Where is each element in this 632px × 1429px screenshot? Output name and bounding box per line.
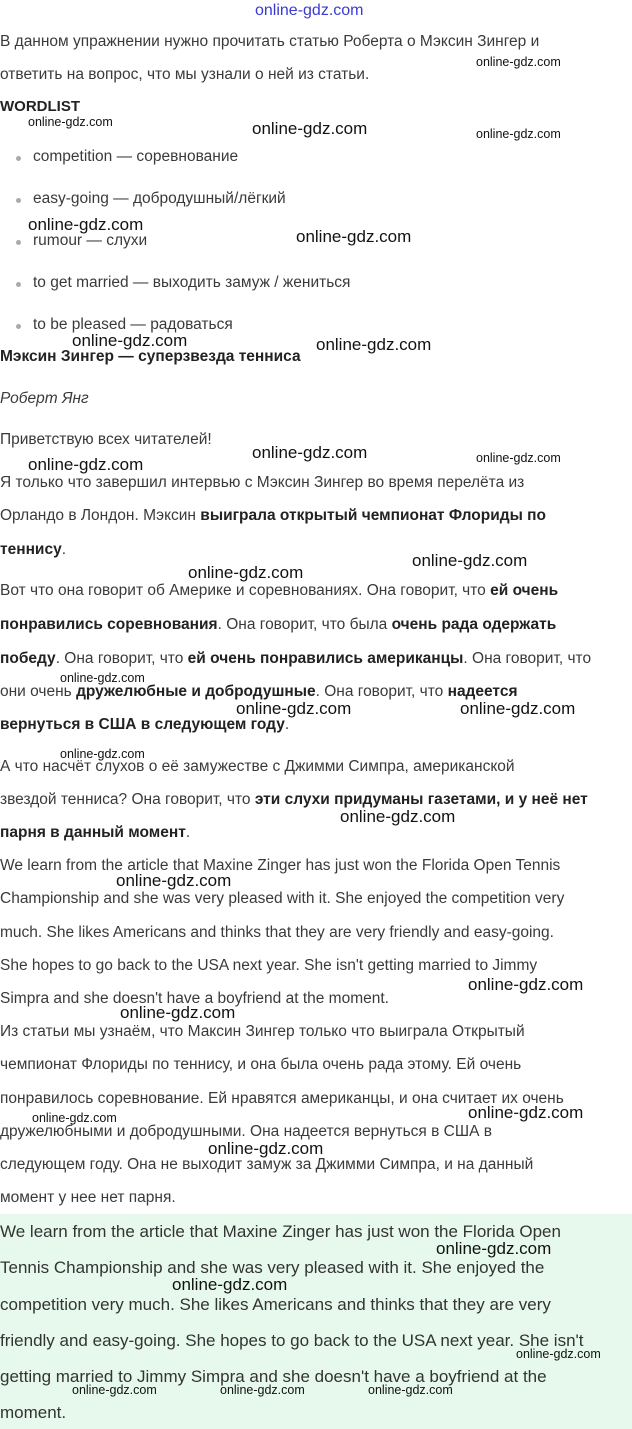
paragraph-line: парня в данный момент. [0, 824, 191, 841]
paragraph-line: момент у нее нет парня. [0, 1189, 176, 1206]
paragraph-line: much. She likes Americans and thinks that they are very friendly and easy-going. [0, 924, 554, 941]
paragraph-line: Из статьи мы узнаём, что Максин Зингер только что выиграла Открытый [0, 1023, 525, 1040]
wordlist-title: WORDLIST [0, 98, 80, 115]
paragraph-line: Simpra and she doesn't have a boyfriend at the moment. [0, 990, 389, 1007]
answer-box-line: competition very much. She likes Americans and thinks that they are very [0, 1295, 551, 1314]
watermark: online-gdz.com [28, 215, 144, 234]
watermark: online-gdz.com [460, 699, 576, 718]
watermark: online-gdz.com [476, 127, 561, 141]
paragraph-line: они очень дружелюбные и добродушные. Она говорит, что надеется [0, 683, 518, 700]
watermark: online-gdz.com [60, 747, 145, 761]
watermark: online-gdz.com [208, 1139, 324, 1158]
watermark: online-gdz.com [28, 455, 144, 474]
paragraph-line: понравились соревнования. Она говорит, что была очень рада одержать [0, 616, 557, 633]
watermark: online-gdz.com [340, 807, 456, 826]
list-item: to get married — выходить замуж / жениться [33, 274, 351, 291]
paragraph-line: следующем году. Она не выходит замуж за Джимми Симпра, и на данный [0, 1156, 534, 1173]
list-bullet [16, 198, 21, 203]
paragraph-line: звездой тенниса? Она говорит, что эти слухи придуманы газетами, и у неё нет [0, 791, 588, 808]
answer-box-line: We learn from the article that Maxine Zinger has just won the Florida Open [0, 1222, 561, 1241]
article-greeting: Приветствую всех читателей! [0, 431, 212, 448]
watermark: online-gdz.com [436, 1239, 552, 1258]
watermark: online-gdz.com [60, 671, 145, 685]
answer-box-line: friendly and easy-going. She hopes to go back to the USA next year. She isn't [0, 1331, 584, 1350]
intro-line-1: В данном упражнении нужно прочитать статью Роберта о Мэксин Зингер и [0, 33, 540, 50]
watermark: online-gdz.com [116, 871, 232, 890]
watermark: online-gdz.com [368, 1383, 453, 1397]
watermark: online-gdz.com [120, 1003, 236, 1022]
list-item: rumour — слухи [33, 232, 148, 249]
intro-line-2: ответить на вопрос, что мы узнали о ней из статьи. [0, 66, 370, 83]
list-bullet [16, 324, 21, 329]
watermark: online-gdz.com [32, 1111, 117, 1125]
watermark: online-gdz.com [296, 227, 412, 246]
paragraph-line: понравилось соревнование. Ей нравятся американцы, и она считает их очень [0, 1090, 564, 1107]
paragraph-line: чемпионат Флориды по теннису, и она была очень рада этому. Ей очень [0, 1056, 522, 1073]
paragraph-line: дружелюбными и добродушными. Она надеется вернуться в США в [0, 1123, 492, 1140]
top-watermark: online-gdz.com [255, 2, 364, 19]
answer-box-line: Tennis Championship and she was very pleased with it. She enjoyed the [0, 1258, 545, 1277]
list-item: competition — соревнование [33, 148, 239, 165]
watermark: online-gdz.com [72, 331, 188, 350]
watermark: online-gdz.com [516, 1347, 601, 1361]
paragraph-line: She hopes to go back to the USA next year. She isn't getting married to Jimmy [0, 957, 538, 974]
list-item: easy-going — добродушный/лёгкий [33, 190, 286, 207]
paragraph-line: Я только что завершил интервью с Мэксин Зингер во время перелёта из [0, 474, 525, 491]
paragraph-line: теннису. [0, 541, 67, 558]
watermark: online-gdz.com [476, 451, 561, 465]
paragraph-line: Championship and she was very pleased with it. She enjoyed the competition very [0, 890, 565, 907]
watermark: online-gdz.com [72, 1383, 157, 1397]
list-item: to be pleased — радоваться [33, 316, 233, 333]
watermark: online-gdz.com [412, 551, 528, 570]
list-bullet [16, 282, 21, 287]
watermark: online-gdz.com [476, 55, 561, 69]
watermark: online-gdz.com [188, 563, 304, 582]
answer-box-line: moment. [0, 1403, 67, 1422]
watermark: online-gdz.com [468, 1103, 584, 1122]
watermark: online-gdz.com [252, 119, 368, 138]
paragraph-line: вернуться в США в следующем году. [0, 716, 290, 733]
paragraph-line: победу. Она говорит, что ей очень понравились американцы. Она говорит, что [0, 650, 592, 667]
watermark: online-gdz.com [252, 443, 368, 462]
watermark: online-gdz.com [236, 699, 352, 718]
list-bullet [16, 156, 21, 161]
paragraph-line: Вот что она говорит об Америке и соревнованиях. Она говорит, что ей очень [0, 582, 559, 599]
watermark: online-gdz.com [468, 975, 584, 994]
watermark: online-gdz.com [172, 1275, 288, 1294]
watermark: online-gdz.com [316, 335, 432, 354]
paragraph-line: А что насчёт слухов о её замужестве с Джимми Симпра, американской [0, 758, 515, 775]
answer-box-line: getting married to Jimmy Simpra and she doesn't have a boyfriend at the [0, 1367, 547, 1386]
list-bullet [16, 240, 21, 245]
article-title: Мэксин Зингер — суперзвезда тенниса [0, 348, 301, 365]
watermark: online-gdz.com [220, 1383, 305, 1397]
paragraph-line: Орландо в Лондон. Мэксин выиграла открытый чемпионат Флориды по [0, 507, 546, 524]
article-author: Роберт Янг [0, 390, 89, 407]
paragraph-line: We learn from the article that Maxine Zinger has just won the Florida Open Tennis [0, 857, 561, 874]
watermark: online-gdz.com [28, 115, 113, 129]
